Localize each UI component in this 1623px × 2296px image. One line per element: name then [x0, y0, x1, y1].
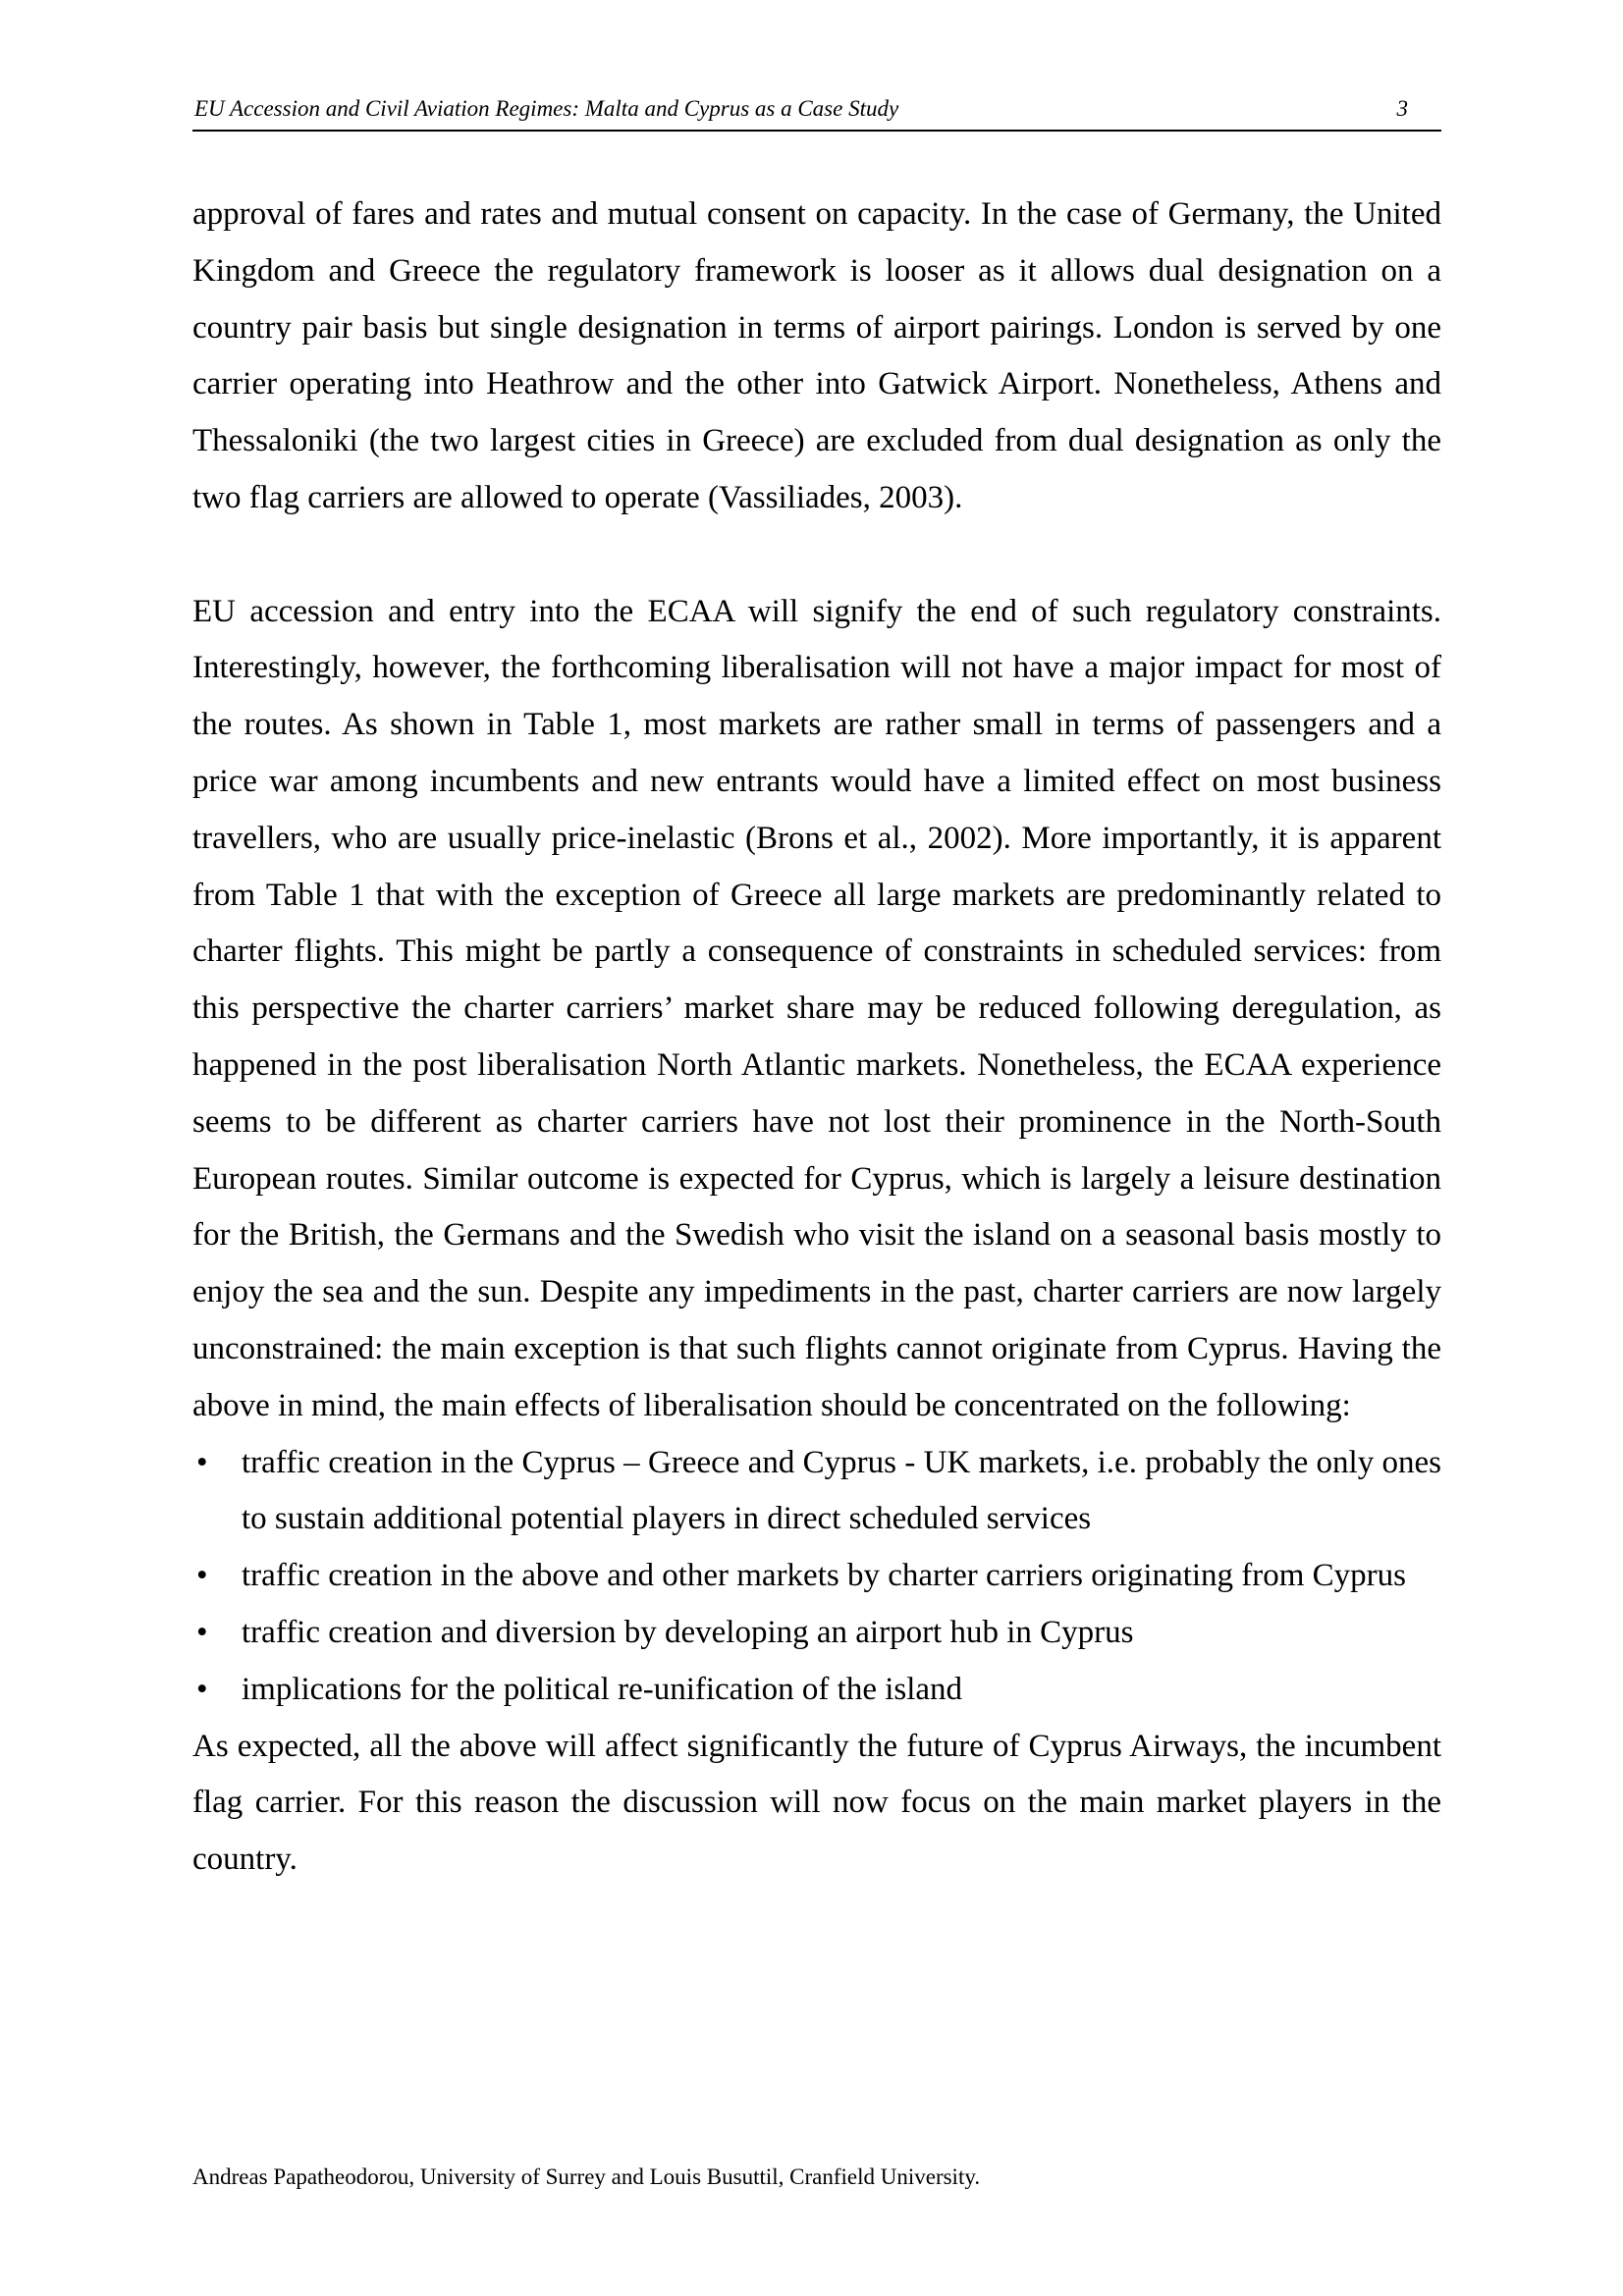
- bullet-icon: •: [196, 1671, 208, 1707]
- list-item-text: implications for the political re-unification of the island: [242, 1671, 963, 1707]
- page-footer: Andreas Papatheodorou, University of Surrey and Louis Busuttil, Cranfield University.: [192, 2164, 981, 2189]
- effects-list: [192, 1435, 1441, 1719]
- bullet-icon: •: [196, 1444, 208, 1480]
- list-item: [192, 1435, 1441, 1549]
- list-item-text: traffic creation in the Cyprus – Greece and Cyprus - UK markets, i.e. probably the only ones to sustain additional potential players in direct scheduled services: [242, 1444, 1441, 1537]
- list-item: [192, 1605, 1441, 1662]
- paragraph-eu-accession: EU accession and entry into the ECAA will signify the end of such regulatory constraints. Interestingly, however, the forthcoming liberalisation will not have a major impact for most of the routes. As shown in Table 1, most markets are rather small in terms of passengers and a price war among incumbents and new entrants would have a limited effect on most business travellers, who are usually price-inelastic (Brons et al., 2002). More importantly, it is apparent from Table 1 that with the exception of Greece all large markets are predominantly related to charter flights. This might be partly a consequence of constraints in scheduled services: from this perspective the charter carriers’ market share may be reduced following deregulation, as happened in the post liberalisation North Atlantic markets. Nonetheless, the ECAA experience seems to be different as charter carriers have not lost their prominence in the North-South European routes. Similar outcome is expected for Cyprus, which is largely a leisure destination for the British, the Germans and the Swedish who visit the island on a seasonal basis mostly to enjoy the sea and the sun. Despite any impediments in the past, charter carriers are now largely unconstrained: the main exception is that such flights cannot originate from Cyprus. Having the above in mind, the main effects of liberalisation should be concentrated on the following:: [192, 593, 1441, 1423]
- list-item: [192, 1548, 1441, 1605]
- body-text: [192, 187, 1441, 1889]
- running-header: [192, 94, 1441, 132]
- bullet-icon: •: [196, 1558, 208, 1594]
- header-title: EU Accession and Civil Aviation Regimes: Malta and Cyprus as a Case Study: [194, 96, 899, 121]
- bullet-icon: •: [196, 1614, 208, 1650]
- list-item-text: traffic creation and diversion by developing an airport hub in Cyprus: [242, 1614, 1134, 1650]
- list-item: [192, 1662, 1441, 1719]
- paragraph-regulatory-framework: approval of fares and rates and mutual consent on capacity. In the case of Germany, the United Kingdom and Greece the regulatory framework is looser as it allows dual designation on a country pair basis but single designation in terms of airport pairings. London is served by one carrier operating into Heathrow and the other into Gatwick Airport. Nonetheless, Athens and Thessaloniki (the two largest cities in Greece) are excluded from dual designation as only the two flag carriers are allowed to operate (Vassiliades, 2003).: [192, 196, 1441, 515]
- page-number: 3: [1396, 96, 1408, 121]
- list-item-text: traffic creation in the above and other markets by charter carriers originating from Cyprus: [242, 1558, 1407, 1594]
- paragraph-closing: As expected, all the above will affect significantly the future of Cyprus Airways, the incumbent flag carrier. For this reason the discussion will now focus on the main market players in the country.: [192, 1728, 1441, 1878]
